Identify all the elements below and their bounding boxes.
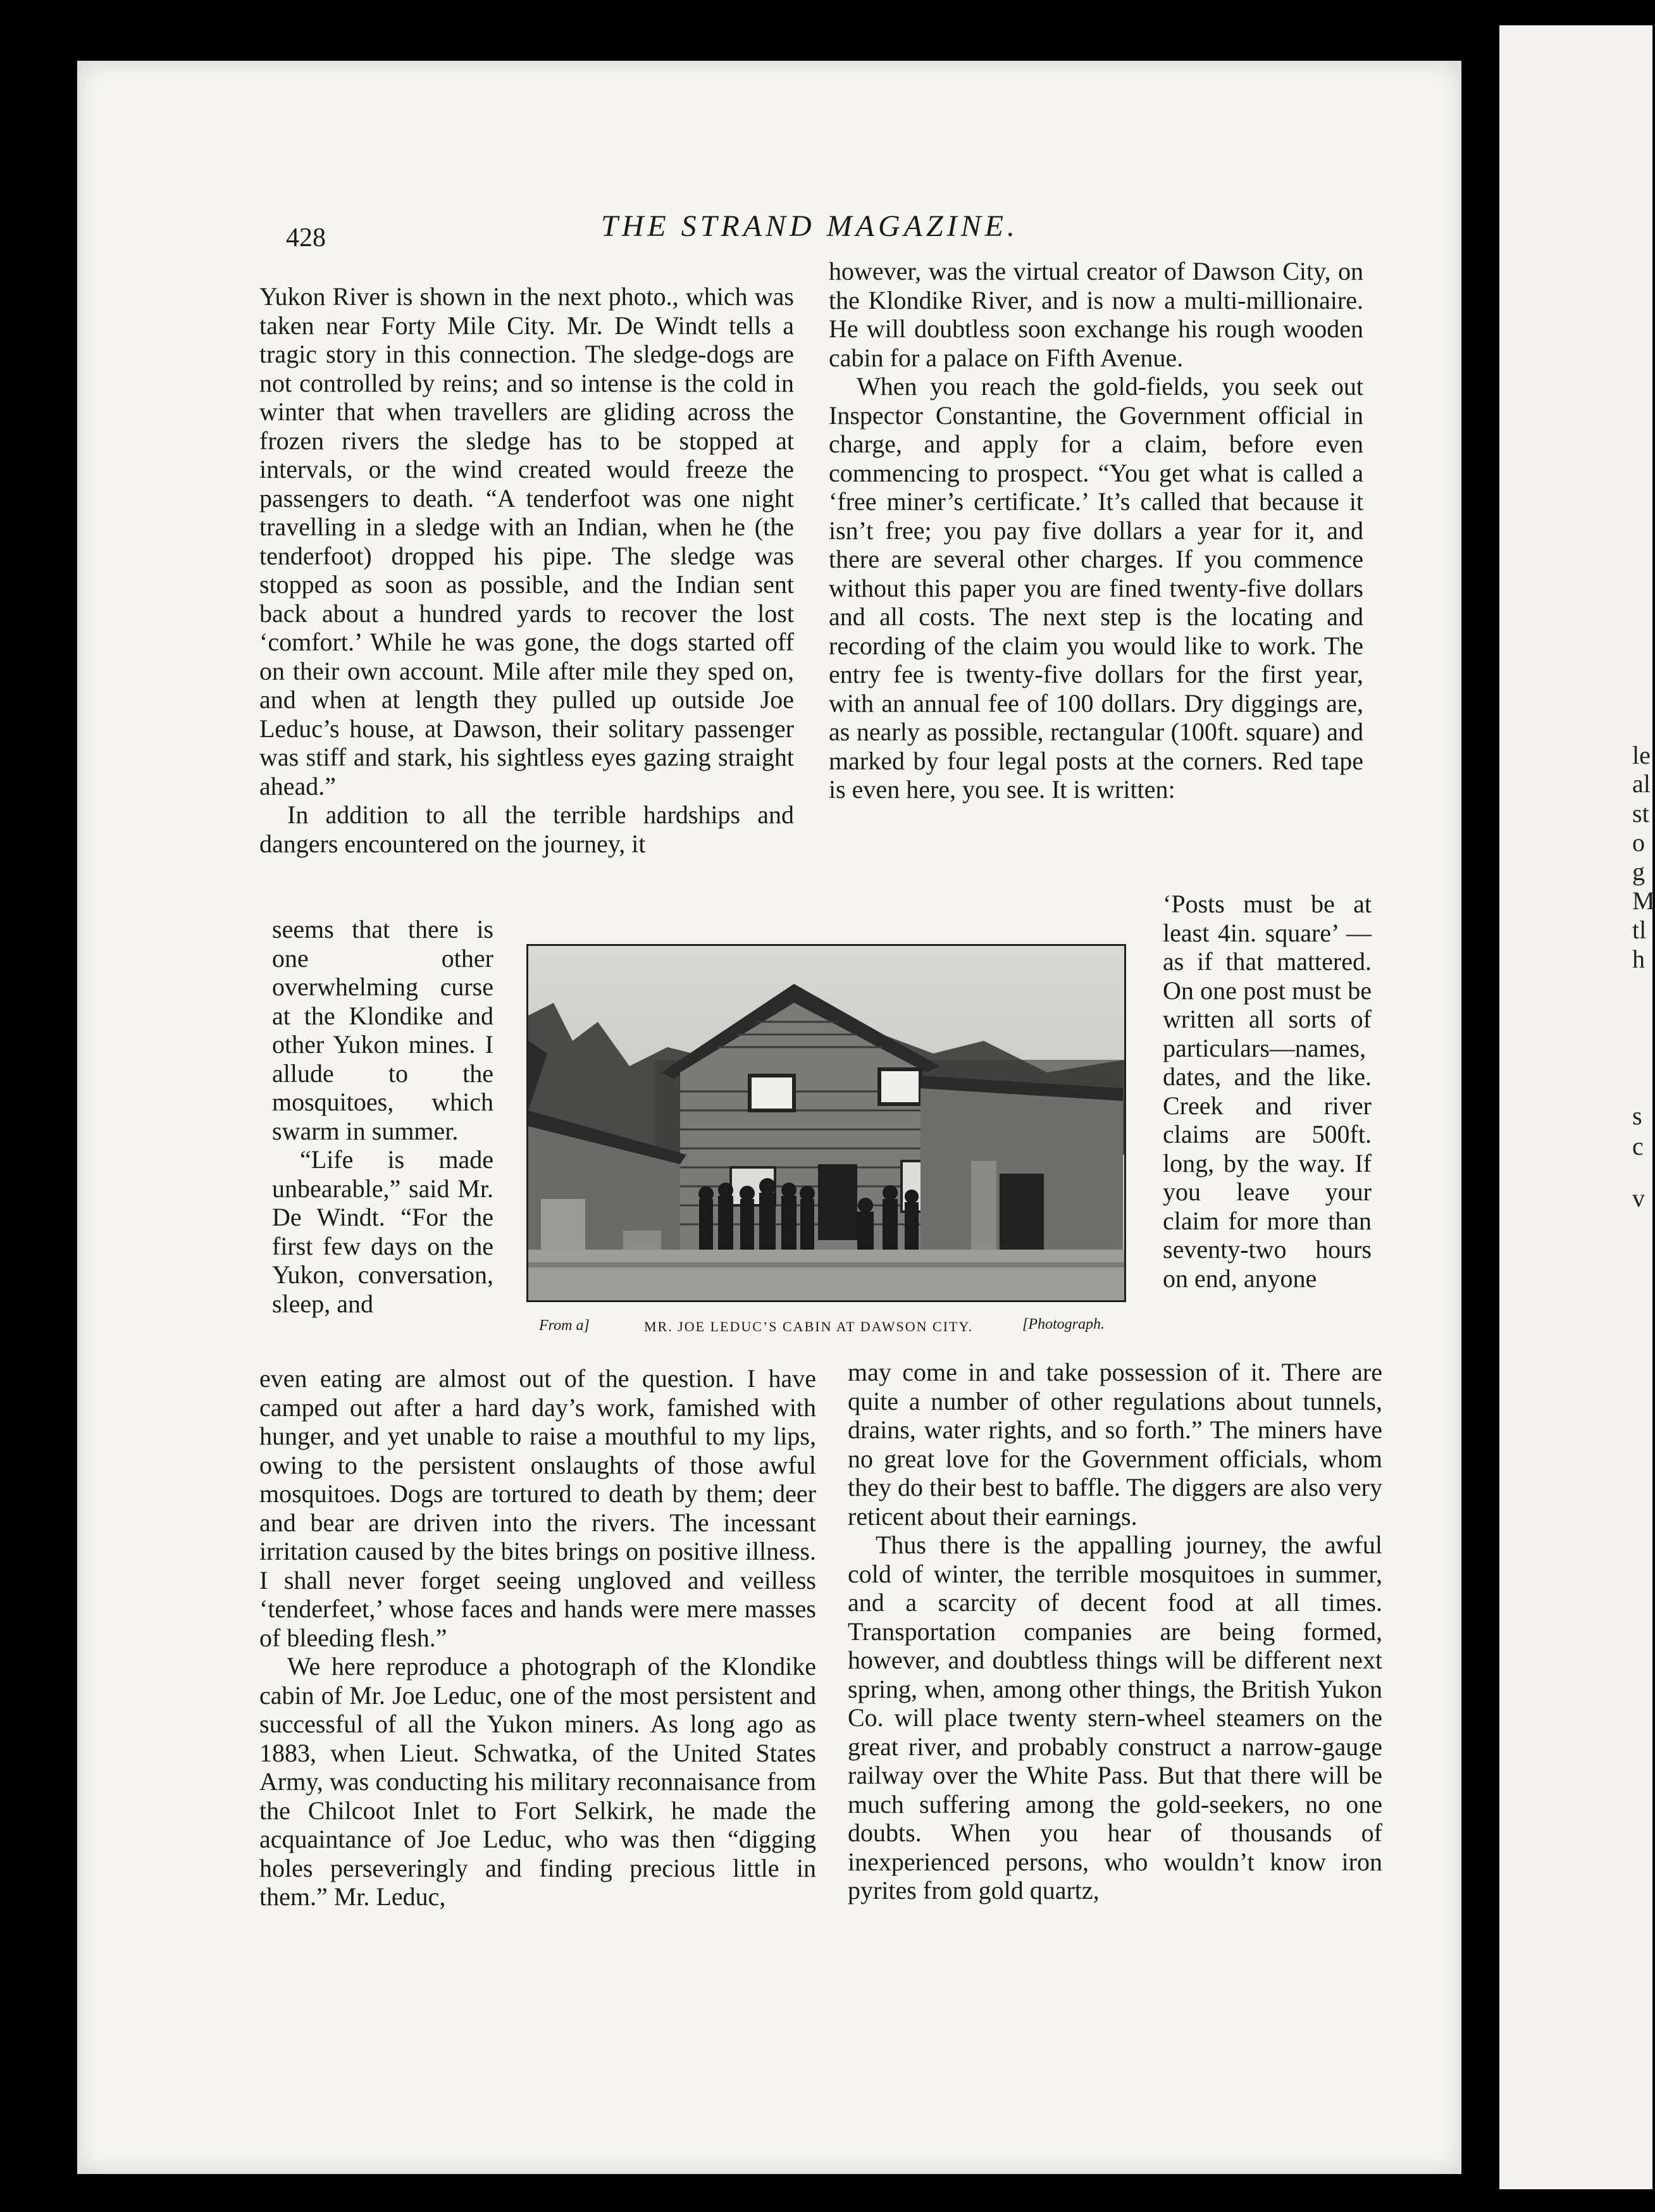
cabin-window — [750, 1076, 794, 1110]
paragraph: We here reproduce a photograph of the Klondike cabin of Mr. Joe Leduc, one of the most persistent and successful of all the Yukon miners. As long ago as 1883, when Lieut. Schwatka, of the United States Army, was conducting his military reconnaisance from the Chilcoot Inlet to Fort Selkirk, he made the acquaintance of Joe Leduc, who was then “digging holes perseveringly and finding precious little in them.” Mr. Leduc, — [259, 1652, 816, 1911]
cabin-window — [879, 1069, 920, 1104]
next-page-fragment: v — [1632, 1184, 1645, 1212]
paragraph: may come in and take possession of it. There are quite a number of other regulations about tunnels, drains, water rights, and so forth.” The miners have no great love for the Government officials, whom they do their best to baffle. The diggers are also very reticent about their earnings. — [848, 1358, 1382, 1531]
next-page-fragment: le — [1632, 741, 1651, 769]
next-page-fragment: o — [1632, 828, 1645, 857]
paragraph: even eating are almost out of the question. I have camped out after a hard day’s work, famished with hunger, and yet unable to raise a mouthful to my lips, owing to the persistent onslaughts of those awful mosquitoes. Dogs are tortured to death by them; deer and bear are driven into the rivers. The incessant irritation caused by the bites brings on positive illness. I shall never forget seeing ungloved and veilless ‘tenderfeet,’ whose faces and hands were mere masses of bleeding flesh.” — [259, 1364, 816, 1652]
left-column-top — [259, 282, 794, 858]
right-column-top — [829, 257, 1363, 804]
next-page-fragment: s — [1632, 1102, 1642, 1130]
next-page-fragment: st — [1632, 799, 1649, 828]
paragraph: ‘Posts must be at least 4in. square’ —as if that mattered. On one post must be written all sorts of particulars—names, dates, and the like. Creek and river claims are 500ft. long, by the way. If you leave your claim for more than seventy-two hours on end, anyone — [1163, 890, 1372, 1293]
book-spine — [1461, 0, 1499, 2212]
paragraph: seems that there is one other overwhelming curse at the Klondike and other Yukon mines. I allude to the mosquitoes, which swarm in summer. — [272, 915, 493, 1145]
paragraph: When you reach the gold-fields, you seek out Inspector Constantine, the Government official in charge, and apply for a claim, before even commencing to prospect. “You get what is called a ‘free miner’s certificate.’ It’s called that because it isn’t free; you pay five dollars a year for it, and there are several other charges. If you commence without this paper you are fined twenty-five dollars and all costs. The next step is the locating and recording of the claim you would like to work. The entry fee is twenty-five dollars for the first year, with an annual fee of 100 dollars. Dry diggings are, as nearly as possible, rectangular (100ft. square) and marked by four legal posts at the corners. Red tape is even here, you see. It is written: — [829, 372, 1363, 804]
left-column-beside-photo — [272, 915, 493, 1318]
next-page-fragment: h — [1632, 945, 1645, 973]
running-head: THE STRAND MAGAZINE. — [601, 209, 1019, 243]
cabin-door — [818, 1164, 857, 1240]
photo-caption-credit: [Photograph. — [1022, 1316, 1105, 1333]
photo-caption: MR. JOE LEDUC’S CABIN AT DAWSON CITY. — [644, 1319, 974, 1334]
page-number: 428 — [286, 223, 326, 252]
right-column-bottom — [848, 1358, 1382, 1905]
paragraph: however, was the virtual creator of Dawson City, on the Klondike River, and is now a multi-millionaire. He will doubtless soon exchange his rough wooden cabin for a palace on Fifth Avenue. — [829, 257, 1363, 372]
paragraph: In addition to all the terrible hardships and dangers encountered on the journey, it — [259, 800, 794, 858]
cabin-photograph — [526, 944, 1126, 1302]
paragraph: “Life is made unbearable,” said Mr. De Windt. “For the first few days on the Yukon, conversation, sleep, and — [272, 1145, 493, 1318]
next-page-fragment: M — [1632, 886, 1655, 915]
paragraph: Yukon River is shown in the next photo., which was taken near Forty Mile City. Mr. De Windt tells a tragic story in this connection. The sledge-dogs are not controlled by reins; and so intense is the cold in winter that when travellers are gliding across the frozen rivers the sledge has to be stopped at intervals, or the wind created would freeze the passengers to death. “A tenderfoot was one night travelling in a sledge with an Indian, when he (the tenderfoot) dropped his pipe. The sledge was stopped as soon as possible, and the Indian sent back about a hundred yards to recover the lost ‘comfort.’ While he was gone, the dogs started off on their own account. Mile after mile they sped on, and when at length they pulled up outside Joe Leduc’s house, at Dawson, their solitary passenger was stiff and stark, his sightless eyes gazing straight ahead.” — [259, 282, 794, 800]
cabin-photo-image — [528, 946, 1124, 1300]
group-of-people — [698, 1178, 919, 1250]
next-page-fragment: al — [1632, 769, 1651, 798]
photo-caption-source: From a] — [539, 1317, 590, 1334]
left-column-bottom — [259, 1364, 816, 1911]
next-page-fragment: g — [1632, 857, 1645, 886]
paragraph: Thus there is the appalling journey, the awful cold of winter, the terrible mosquitoes in summer, and a scarcity of decent food at all times. Transportation companies are being formed, however, and doubtless things will be different next spring, when, among other things, the British Yukon Co. will place twenty stern-wheel steamers on the great river, and probably construct a narrow-gauge railway over the White Pass. But that there will be much suffering among the gold-seekers, no one doubts. When you hear of thousands of inexperienced persons, who wouldn’t know iron pyrites from gold quartz, — [848, 1531, 1382, 1904]
next-page-fragment: c — [1632, 1132, 1644, 1160]
right-column-beside-photo — [1163, 890, 1372, 1293]
next-page-fragment: tl — [1632, 916, 1647, 944]
next-page-edge — [1499, 25, 1652, 2189]
